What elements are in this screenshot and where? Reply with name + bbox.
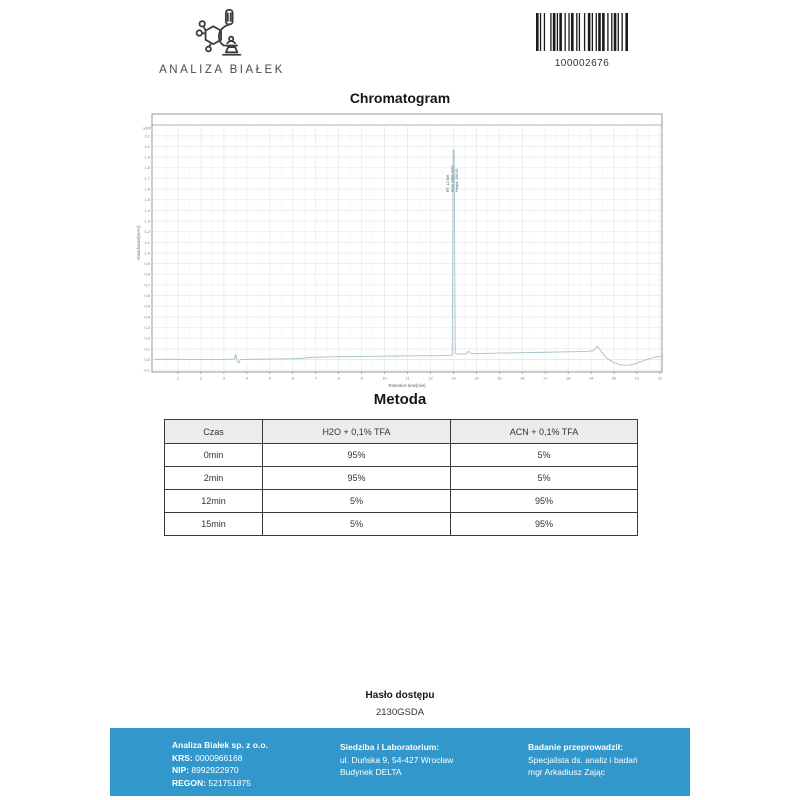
barcode-bar <box>622 13 623 51</box>
barcode-number: 100002676 <box>554 58 610 69</box>
y-tick-label: 1.8 <box>144 165 150 171</box>
table-row <box>165 444 638 467</box>
x-axis-label: Retention time[min] <box>388 383 426 388</box>
y-tick-label: 1.2 <box>144 229 150 235</box>
access-password-value: 2130GSDA <box>375 707 425 718</box>
x-tick-label: 22 <box>657 375 663 381</box>
y-tick-label: 1.7 <box>144 175 150 181</box>
x-tick-label: 11 <box>405 375 410 381</box>
table-cell: 95% <box>451 490 638 513</box>
company-logo <box>140 6 304 76</box>
footer-examiner-role: Specjalista ds. analiz i badań <box>528 754 638 765</box>
barcode-bar <box>540 13 541 51</box>
y-tick-label: 0.4 <box>144 314 150 320</box>
barcode-bar <box>596 13 597 51</box>
barcode-bars <box>536 13 628 51</box>
y-tick-label: 1.1 <box>144 239 150 245</box>
chromatogram-title: Chromatogram <box>349 90 451 106</box>
barcode-bar <box>614 13 617 51</box>
y-scale-label: x10² <box>143 125 151 131</box>
y-tick-label: 0.6 <box>144 293 150 298</box>
footer-regon <box>172 777 268 790</box>
table-cell: 5% <box>451 467 638 490</box>
x-tick-label: 7 <box>314 375 317 381</box>
microscope-molecule-icon <box>193 6 251 62</box>
footer-regon-label: REGON: <box>172 777 206 788</box>
table-cell: 15min <box>165 513 263 536</box>
peak-annotation-line: RT: 12.906 <box>446 174 450 192</box>
chromatogram-chart <box>134 108 670 392</box>
x-tick-label: 17 <box>542 375 548 381</box>
chromatogram-svg <box>134 108 670 392</box>
barcode-bar <box>625 13 628 51</box>
barcode-bar <box>536 13 539 51</box>
x-tick-label: 3 <box>222 375 226 381</box>
x-tick-label: 18 <box>565 375 571 381</box>
x-tick-label: 8 <box>337 375 340 381</box>
access-password-block <box>0 690 800 718</box>
footer-location <box>340 741 453 779</box>
footer-nip-label: NIP: <box>172 765 189 775</box>
y-tick-label: 0.9 <box>144 261 150 267</box>
x-tick-label: 15 <box>497 375 502 381</box>
method-table <box>164 419 638 536</box>
x-tick-label: 19 <box>588 375 594 381</box>
footer-company <box>172 739 268 789</box>
barcode <box>536 13 628 69</box>
y-tick-label: 1.6 <box>144 186 150 192</box>
barcode-bar <box>576 13 577 51</box>
footer-location-building: Budynek DELTA <box>340 767 402 777</box>
barcode-bar <box>559 13 562 51</box>
table-row <box>165 467 638 490</box>
barcode-bar <box>579 13 580 51</box>
x-tick-label: 1 <box>176 375 180 381</box>
barcode-bar <box>611 13 612 51</box>
table-cell: 0min <box>165 444 263 467</box>
barcode-bar <box>565 13 566 51</box>
y-axis-label: Absorbance[mAU] <box>136 225 141 261</box>
y-tick-label: 1.3 <box>144 218 150 224</box>
table-cell: 12min <box>165 490 263 513</box>
x-tick-label: 14 <box>474 375 479 381</box>
footer-nip-value: 8992922970 <box>191 765 239 775</box>
company-logo-label: ANALIZA BIAŁEK <box>159 64 285 76</box>
barcode-bar <box>588 13 591 51</box>
y-tick-label: 2.1 <box>144 133 150 139</box>
footer-nip <box>172 764 268 777</box>
barcode-bar <box>544 13 545 51</box>
peak-annotation-line: Area: 1882.4242 <box>450 165 455 192</box>
y-tick-label: 0.8 <box>144 271 150 277</box>
table-header-cell: H2O + 0,1% TFA <box>263 420 451 444</box>
y-tick-label: 0.5 <box>144 303 150 309</box>
footer-examiner-title: Badanie przeprowadził: <box>528 742 623 752</box>
table-row <box>165 513 638 536</box>
y-tick-label: 0.1 <box>144 346 150 352</box>
footer-location-address: ul. Duńska 9, 54-427 Wrocław <box>340 754 454 765</box>
table-header-row <box>165 420 638 444</box>
y-tick-label: 0.3 <box>144 324 150 330</box>
table-cell: 2min <box>165 467 263 490</box>
y-tick-label: 0.7 <box>144 282 150 288</box>
footer-examiner <box>528 741 638 779</box>
barcode-bar <box>584 13 585 51</box>
metoda-title: Metoda <box>373 391 427 408</box>
peak-annotation-line: Height: 190.00 <box>454 168 459 192</box>
barcode-bar <box>571 13 574 51</box>
x-tick-label: 10 <box>382 375 387 381</box>
barcode-bar <box>598 13 601 51</box>
table-cell: 5% <box>451 444 638 467</box>
footer-krs-label: KRS: <box>172 752 193 763</box>
x-tick-label: 6 <box>291 375 294 381</box>
table-header-cell: ACN + 0,1% TFA <box>451 420 638 444</box>
table-cell: 5% <box>263 490 451 513</box>
barcode-bar <box>550 13 551 51</box>
y-tick-label: 1.5 <box>144 197 150 203</box>
x-tick-label: 12 <box>428 375 433 381</box>
barcode-bar <box>602 13 605 51</box>
footer-krs <box>172 752 268 765</box>
y-tick-label: 1.4 <box>144 207 150 213</box>
x-tick-label: 16 <box>520 375 525 381</box>
x-tick-label: 9 <box>360 375 363 381</box>
footer-examiner-name: mgr Arkadiusz Zając <box>528 767 605 777</box>
footer-location-title: Siedziba i Laboratorium: <box>340 742 440 752</box>
access-password-label: Hasło dostępu <box>365 690 435 701</box>
table-cell: 5% <box>263 513 451 536</box>
footer-company-name: Analiza Białek sp. z o.o. <box>172 740 268 750</box>
y-tick-label: 0.2 <box>144 335 150 341</box>
table-cell: 95% <box>263 444 451 467</box>
x-tick-label: 5 <box>268 375 271 381</box>
barcode-bar <box>607 13 608 51</box>
footer-krs-value: 0000966168 <box>195 752 243 763</box>
x-tick-label: 4 <box>245 375 248 381</box>
x-tick-label: 13 <box>451 375 456 381</box>
y-tick-label: 2.0 <box>144 143 150 149</box>
y-tick-label: 1.9 <box>144 154 150 160</box>
barcode-bar <box>568 13 569 51</box>
barcode-bar <box>553 13 556 51</box>
table-cell: 95% <box>451 513 638 536</box>
table-row <box>165 490 638 513</box>
footer-regon-value: 521751875 <box>208 777 251 788</box>
y-tick-label: 0.0 <box>144 356 150 362</box>
y-tick-label: 1.0 <box>144 250 150 256</box>
x-tick-label: 2 <box>199 375 203 381</box>
x-tick-label: 20 <box>611 375 617 381</box>
barcode-bar <box>618 13 619 51</box>
table-cell: 95% <box>263 467 451 490</box>
barcode-bar <box>557 13 558 51</box>
table-header-cell: Czas <box>165 420 263 444</box>
x-tick-label: 21 <box>634 375 640 381</box>
barcode-bar <box>592 13 593 51</box>
y-tick-label: -0.1 <box>143 367 150 373</box>
footer <box>110 728 690 796</box>
